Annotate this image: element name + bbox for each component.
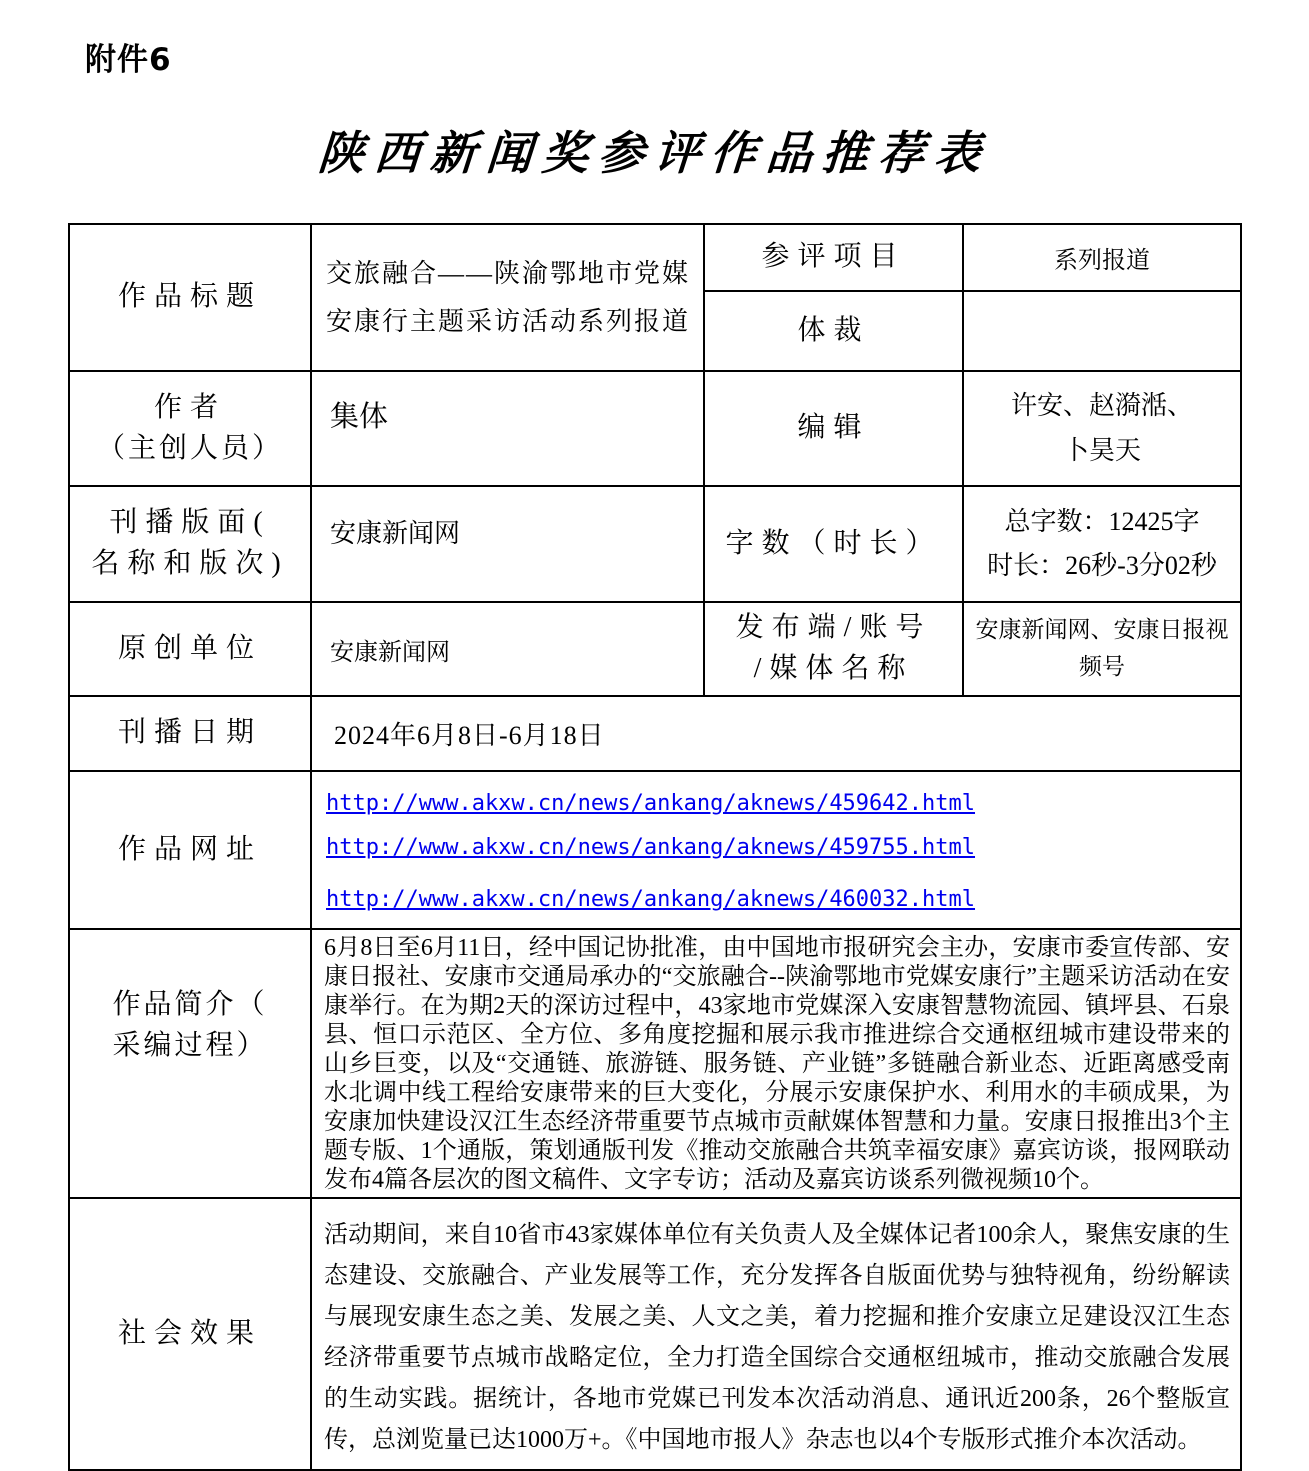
genre-label: 体裁 [704, 291, 963, 371]
work-url-link-2[interactable]: http://www.akxw.cn/news/ankang/aknews/459755.html [326, 835, 976, 860]
editor-label: 编辑 [704, 371, 963, 486]
entry-item-value: 系列报道 [963, 224, 1241, 291]
social-effect-label: 社会效果 [69, 1198, 311, 1470]
publish-date-label: 刊播日期 [69, 696, 311, 771]
work-urls-label: 作品网址 [69, 771, 311, 929]
word-count-value: 总字数：12425字 时长：26秒-3分02秒 [963, 486, 1241, 602]
summary-label: 作品简介（ 采编过程） [69, 929, 311, 1198]
word-count-label: 字数（时长） [704, 486, 963, 602]
work-title-label: 作品标题 [69, 224, 311, 371]
work-url-link-1[interactable]: http://www.akxw.cn/news/ankang/aknews/459642.html [326, 791, 976, 816]
genre-value [963, 291, 1241, 371]
work-url-link-3[interactable]: http://www.akxw.cn/news/ankang/aknews/460032.html [326, 887, 976, 912]
author-label: 作者 （主创人员） [69, 371, 311, 486]
document-title: 陕西新闻奖参评作品推荐表 [316, 126, 993, 180]
summary-text: 6月8日至6月11日，经中国记协批准，由中国地市报研究会主办，安康市委宣传部、安康日报社、安康市交通局承办的“交旅融合--陕渝鄂地市党媒安康行”主题采访活动在安康举行。在为期2天的深访过程中，43家地市党媒深入安康智慧物流园、镇坪县、石泉县、恒口示范区、全方位、多角度挖掘和展示我市推进综合交通枢纽城市建设带来的山乡巨变，以及“交通链、旅游链、服务链、产业链”多链融合新业态、近距离感受南水北调中线工程给安康带来的巨大变化，分展示安康保护水、利用水的丰硕成果，为安康加快建设汉江生态经济带重要节点城市贡献媒体智慧和力量。安康日报推出3个主题专版、1个通版，策划通版刊发《推动交旅融合共筑幸福安康》嘉宾访谈，报网联动发布4篇各层次的图文稿件、文字专访；活动及嘉宾访谈系列微视频10个。 [311, 929, 1241, 1198]
original-unit-value: 安康新闻网 [311, 602, 704, 696]
recommendation-form-table [68, 223, 1242, 1471]
publish-platform-value: 安康新闻网、安康日报视频号 [963, 602, 1241, 696]
social-effect-text: 活动期间，来自10省市43家媒体单位有关负责人及全媒体记者100余人，聚焦安康的生态建设、交旅融合、产业发展等工作，充分发挥各自版面优势与独特视角，纷纷解读与展现安康生态之美、发展之美、人文之美，着力挖掘和推介安康立足建设汉江生态经济带重要节点城市战略定位，全力打造全国综合交通枢纽城市，推动交旅融合发展的生动实践。据统计，各地市党媒已刊发本次活动消息、通讯近200条，26个整版宣传，总浏览量已达1000万+。《中国地市报人》杂志也以4个专版形式推介本次活动。 [311, 1198, 1241, 1470]
publication-layout-label: 刊播版面( 名称和版次) [69, 486, 311, 602]
attachment-label: 附件6 [85, 42, 172, 78]
author-value: 集体 [311, 371, 704, 486]
publish-date-value: 2024年6月8日-6月18日 [311, 696, 1241, 771]
publish-platform-label: 发布端/账号 /媒体名称 [704, 602, 963, 696]
publication-layout-value: 安康新闻网 [311, 486, 704, 602]
entry-item-label: 参评项目 [704, 224, 963, 291]
work-urls-cell [311, 771, 1241, 929]
work-title-value: 交旅融合——陕渝鄂地市党媒安康行主题采访活动系列报道 [311, 224, 704, 371]
original-unit-label: 原创单位 [69, 602, 311, 696]
editor-value: 许安、赵漪湉、 卜昊天 [963, 371, 1241, 486]
